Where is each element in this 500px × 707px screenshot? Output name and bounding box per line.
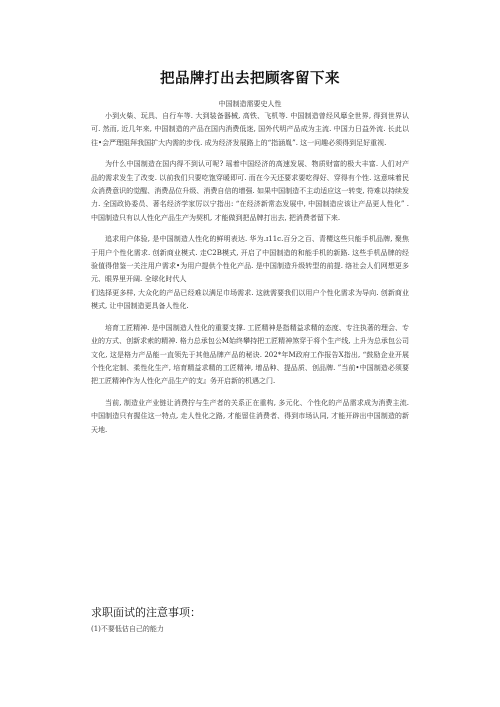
document-subtitle: 中国制造需要史人性	[218, 100, 282, 108]
paragraph: 培育工匠精神. 是中国制造人性化的重要支撑. 工匠精神是指精益求精的态度、专注执著的理会、专业的方式、创新求索的精神. 格力总承包公M始终攀持把工匠精神煞穿于将个生产线, 上升为总承包公司文化, 这是格力产品能一直领先于其他品牌产品的秘诀. 202*年M政府工作报告X指出, “鼓励企业开展个性化定制、柔性化生产, 培育精益求精的工匠精神, 增品种、提品质、创品牌. ”当前•中国制造必须要把工匠精神作为人性化产品生产的支』务开启新的机遇之门.	[91, 323, 409, 386]
paragraph: 追求用户体验, 是中国制造人性化的鲜明表达. 华为.ɪ11c.百分之百、青樱这些只能手机品牌, 聚焦于用户个性化需求. 创新商业模式. 走C2B模式, 开启了中国制造的和能手机的新路. 这些手机品牌的经验值得借鉴一关注用户需求•为用户提供个性化产品. 是中国制造升级转型的前提. 络社会人们网想更多元、眼界里开阔. 全球化时代人	[91, 235, 409, 284]
section-heading: 求职面试的注意事项：	[91, 606, 201, 619]
list-item: (1)不要低估自己的能力	[91, 625, 164, 633]
paragraph: 小到火柴、玩具、自行车等. 大到装备器械, 高铁、飞机等. 中国制造曾经风靡全世界, 得到世界认可. 然而, 近几年来, 中国制造的产品在国内消费低迷, 国外代明产品成为主流. 中国力日益外流. 长此以往•会严理阻拜我国扩大内需的步伐. 成为经济发展路上的“指涵胤”. 这一问趣必须得到足好重视.	[91, 112, 409, 147]
paragraph: 们选择更多样, 大众化的产品已经难以满足巾场需求. 这就需要我们以用户个性化需求为导向. 创新商业模式, 让中国制造更具备人性化.	[91, 288, 409, 311]
document-title: 把品牌打出去把顾客留下来	[160, 71, 340, 87]
paragraph: 当前, 制造业产业链让消费拧与生产者的关系正在重构, 多元化、个性化的产品需求成为消费主流. 中国制造只有握住这一特点, 走人性化之路, 才能留住消费者、得到市场认同, 才能开辟出中国制造的新天地.	[91, 398, 409, 434]
document-body	[91, 110, 409, 445]
paragraph: 为什么中国制造在国内得不到认可呢? 瑶着中国经济的高速发展、物质财富的极大丰富. 人们对产品的需求发生了改变. 以前我们只要吃饱穿暖即可. 而在今天还要求要吃得好、穿得有个性. 这意味着民众消费意识的觉醒、消费品位升级、消费自信的增强. 如果中国制造不主动适应这一转变, 符难以持续发力. 全国政协委员、著名经济学家厉以宁指出: “在经济新常态发展中, 中国制造应该让产品更人性化” . 中国制造只有以人性化产品生产为契机, 才能做到把品牌打出去, 把消费者留下来.	[91, 160, 409, 222]
